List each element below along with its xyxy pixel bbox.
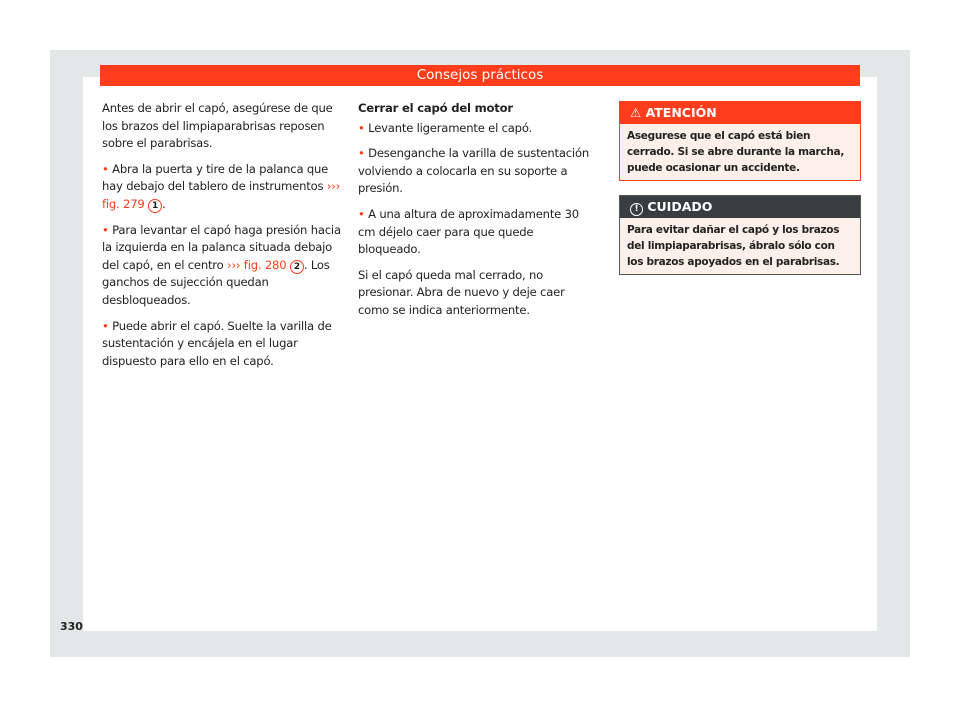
bullet: •: [358, 206, 365, 221]
section-header: Consejos prácticos: [100, 65, 860, 86]
left-column: [102, 100, 342, 378]
warning-text: Asegurese que el capó está bien cerrado. Si se abre durante la marcha, puede ocasionar un accidente.: [620, 124, 860, 180]
middle-column: [358, 100, 598, 328]
exclamation-circle-icon: !: [630, 203, 643, 216]
warning-triangle-icon: ⚠: [630, 105, 642, 120]
notice-boxes: [619, 101, 861, 275]
page-number: 330: [60, 620, 83, 633]
close-note: Si el capó queda mal cerrado, no presionar. Abra de nuevo y deje caer como se indica anteriormente.: [358, 267, 565, 317]
bullet: •: [358, 146, 365, 161]
close-step-2: • Desenganche la varilla de sustentación volviendo a colocarla en su soporte a presión.: [358, 146, 589, 196]
step-3: • Puede abrir el capó. Suelte la varilla de sustentación y encájela en el lugar dispuesto para ello en el capó.: [102, 318, 332, 368]
caution-box: [619, 195, 861, 275]
fig-279-link[interactable]: ››› fig. 279: [102, 179, 341, 211]
close-step-3: • A una altura de aproximadamente 30 cm déjelo caer para que quede bloqueado.: [358, 206, 579, 257]
bullet: •: [358, 120, 365, 135]
section-heading: Cerrar el capó del motor: [358, 101, 513, 115]
callout-2: 2: [290, 260, 304, 274]
bullet: •: [102, 222, 109, 237]
step-2: • Para levantar el capó haga presión hacia la izquierda en la palanca situada debajo del capó, en el centro ››› fig. 280 2 . Los ganchos de sujección quedan desbloqueados.: [102, 222, 341, 307]
warning-box: [619, 101, 861, 181]
fig-280-link[interactable]: ››› fig. 280: [227, 257, 287, 272]
intro-text: Antes de abrir el capó, asegúrese de que los brazos del limpiaparabrisas reposen sobre el parabrisas.: [102, 101, 333, 151]
caution-text: Para evitar dañar el capó y los brazos del limpiaparabrisas, ábralo sólo con los brazos apoyados en el parabrisas.: [620, 218, 860, 274]
bullet: •: [102, 161, 109, 176]
warning-header: ⚠ ATENCIÓN: [620, 102, 860, 124]
bullet: •: [102, 318, 109, 333]
step-1: • Abra la puerta y tire de la palanca que hay debajo del tablero de instrumentos ››› fig. 279 1 .: [102, 161, 341, 211]
caution-header: ! CUIDADO: [620, 196, 860, 218]
callout-1: 1: [148, 199, 162, 213]
close-step-1: • Levante ligeramente el capó.: [358, 120, 533, 135]
